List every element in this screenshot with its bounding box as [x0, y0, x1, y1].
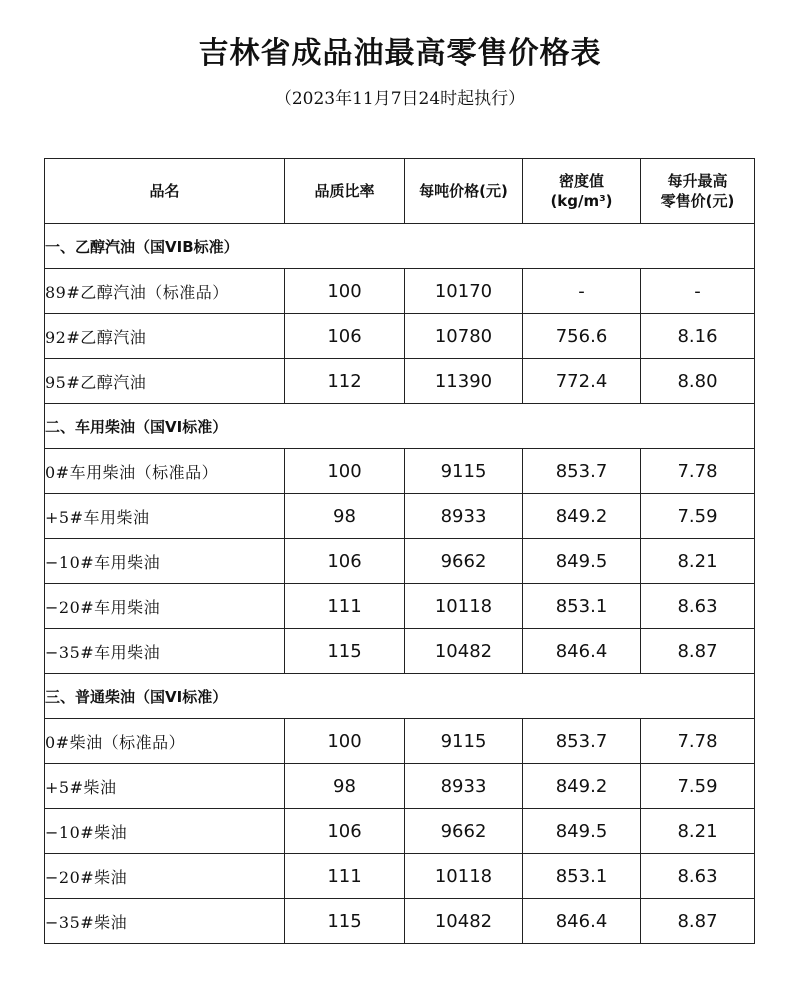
section-row	[45, 224, 755, 269]
price-per-ton: 9115	[405, 449, 523, 494]
table-row	[45, 449, 755, 494]
price-per-liter: 8.80	[641, 359, 755, 404]
product-name: 95#乙醇汽油	[45, 359, 285, 404]
product-name: +5#柴油	[45, 764, 285, 809]
price-per-ton: 8933	[405, 494, 523, 539]
section-row	[45, 404, 755, 449]
density: -	[523, 269, 641, 314]
price-per-liter: 8.87	[641, 899, 755, 944]
table-row	[45, 584, 755, 629]
density: 849.5	[523, 809, 641, 854]
price-per-ton: 10118	[405, 854, 523, 899]
product-name: −20#柴油	[45, 854, 285, 899]
price-per-ton: 8933	[405, 764, 523, 809]
quality-ratio: 98	[285, 764, 405, 809]
product-name: 89#乙醇汽油（标准品）	[45, 269, 285, 314]
table-row	[45, 719, 755, 764]
product-name: −35#车用柴油	[45, 629, 285, 674]
header-density: 密度值 (kg/m³)	[523, 159, 641, 224]
density: 853.7	[523, 719, 641, 764]
product-name: −20#车用柴油	[45, 584, 285, 629]
price-per-liter: -	[641, 269, 755, 314]
section-row	[45, 674, 755, 719]
table-row	[45, 809, 755, 854]
header-price-per-liter: 每升最高 零售价(元)	[641, 159, 755, 224]
price-per-ton: 10482	[405, 899, 523, 944]
density: 846.4	[523, 899, 641, 944]
header-row	[45, 159, 755, 224]
price-per-ton: 10482	[405, 629, 523, 674]
density: 849.2	[523, 764, 641, 809]
table-row	[45, 629, 755, 674]
header-quality-ratio: 品质比率	[285, 159, 405, 224]
density: 853.7	[523, 449, 641, 494]
price-per-ton: 9115	[405, 719, 523, 764]
price-per-ton: 11390	[405, 359, 523, 404]
section-title: 二、车用柴油（国VI标准）	[45, 404, 755, 449]
price-per-liter: 8.21	[641, 539, 755, 584]
quality-ratio: 106	[285, 539, 405, 584]
table-row	[45, 269, 755, 314]
effective-date-subtitle: （2023年11月7日24时起执行）	[274, 89, 526, 109]
quality-ratio: 106	[285, 314, 405, 359]
density: 853.1	[523, 584, 641, 629]
price-per-liter: 8.87	[641, 629, 755, 674]
price-per-liter: 7.78	[641, 719, 755, 764]
quality-ratio: 100	[285, 719, 405, 764]
header-name: 品名	[45, 159, 285, 224]
price-table	[44, 158, 755, 944]
quality-ratio: 98	[285, 494, 405, 539]
quality-ratio: 115	[285, 629, 405, 674]
table-row	[45, 539, 755, 584]
section-title: 三、普通柴油（国VI标准）	[45, 674, 755, 719]
price-per-liter: 8.16	[641, 314, 755, 359]
product-name: −10#柴油	[45, 809, 285, 854]
table-row	[45, 494, 755, 539]
density: 756.6	[523, 314, 641, 359]
table-row	[45, 899, 755, 944]
product-name: −10#车用柴油	[45, 539, 285, 584]
table-row	[45, 854, 755, 899]
quality-ratio: 112	[285, 359, 405, 404]
price-per-ton: 10118	[405, 584, 523, 629]
price-per-liter: 7.59	[641, 494, 755, 539]
price-per-liter: 7.59	[641, 764, 755, 809]
density: 846.4	[523, 629, 641, 674]
price-per-ton: 10780	[405, 314, 523, 359]
quality-ratio: 100	[285, 269, 405, 314]
price-per-liter: 8.21	[641, 809, 755, 854]
quality-ratio: 115	[285, 899, 405, 944]
density: 853.1	[523, 854, 641, 899]
price-per-ton: 9662	[405, 809, 523, 854]
price-per-ton: 9662	[405, 539, 523, 584]
price-per-ton: 10170	[405, 269, 523, 314]
density: 849.2	[523, 494, 641, 539]
table-row	[45, 764, 755, 809]
product-name: 92#乙醇汽油	[45, 314, 285, 359]
price-per-liter: 8.63	[641, 854, 755, 899]
quality-ratio: 111	[285, 854, 405, 899]
header-price-per-ton: 每吨价格(元)	[405, 159, 523, 224]
document-title: 吉林省成品油最高零售价格表	[198, 36, 602, 71]
product-name: 0#车用柴油（标准品）	[45, 449, 285, 494]
price-per-liter: 8.63	[641, 584, 755, 629]
density: 849.5	[523, 539, 641, 584]
table-row	[45, 359, 755, 404]
product-name: 0#柴油（标准品）	[45, 719, 285, 764]
section-title: 一、乙醇汽油（国VIB标准）	[45, 224, 755, 269]
density: 772.4	[523, 359, 641, 404]
quality-ratio: 100	[285, 449, 405, 494]
product-name: −35#柴油	[45, 899, 285, 944]
quality-ratio: 111	[285, 584, 405, 629]
price-per-liter: 7.78	[641, 449, 755, 494]
product-name: +5#车用柴油	[45, 494, 285, 539]
quality-ratio: 106	[285, 809, 405, 854]
table-row	[45, 314, 755, 359]
